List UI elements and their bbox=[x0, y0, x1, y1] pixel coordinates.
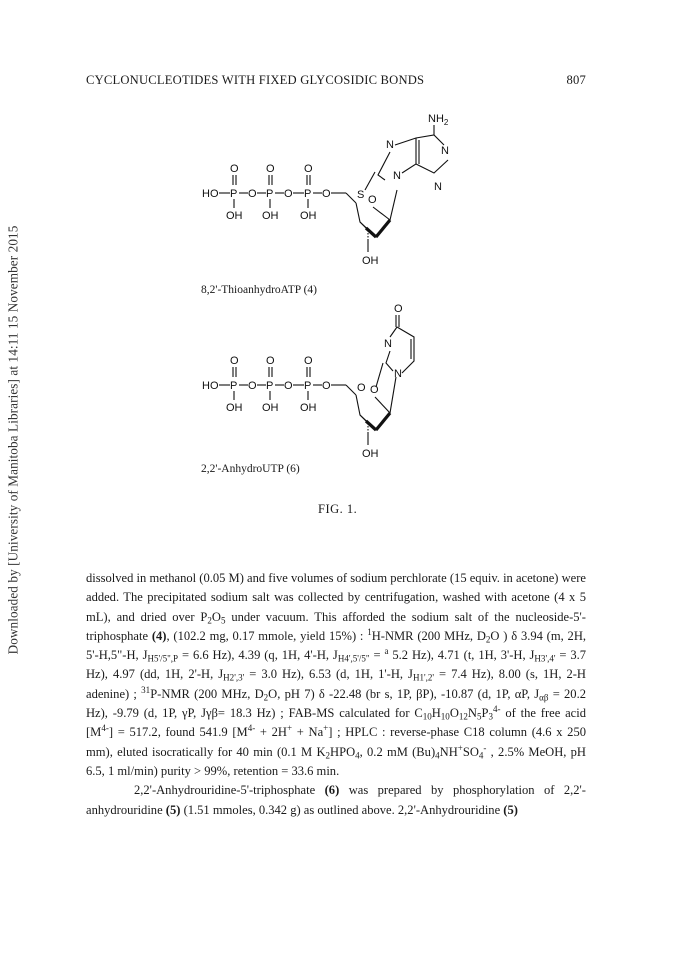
svg-text:S: S bbox=[357, 189, 365, 201]
svg-text:N: N bbox=[384, 338, 392, 350]
svg-text:N: N bbox=[393, 170, 401, 182]
adenine-base bbox=[365, 113, 449, 193]
svg-text:OH: OH bbox=[362, 448, 379, 460]
structure-anhydroutp bbox=[190, 295, 490, 470]
ribose-ring bbox=[356, 189, 397, 267]
svg-text:O: O bbox=[304, 163, 313, 175]
running-header bbox=[86, 73, 586, 88]
svg-text:OH: OH bbox=[226, 210, 243, 222]
svg-text:P: P bbox=[304, 188, 312, 200]
svg-text:P: P bbox=[266, 380, 274, 392]
svg-text:OH: OH bbox=[300, 402, 317, 414]
download-watermark-text: Downloaded by [University of Manitoba Libraries] at 14:11 15 November 2015 bbox=[5, 225, 21, 655]
svg-text:P: P bbox=[266, 188, 274, 200]
svg-text:P: P bbox=[230, 188, 238, 200]
ribose-ring-2 bbox=[356, 377, 396, 460]
svg-text:OH: OH bbox=[226, 402, 243, 414]
svg-text:O: O bbox=[230, 163, 239, 175]
svg-text:HO: HO bbox=[202, 380, 219, 392]
svg-text:N: N bbox=[441, 145, 449, 157]
svg-text:OH: OH bbox=[300, 210, 317, 222]
svg-text:N: N bbox=[434, 181, 442, 193]
svg-text:P: P bbox=[304, 380, 312, 392]
svg-text:OH: OH bbox=[262, 210, 279, 222]
uracil-base bbox=[376, 303, 414, 387]
svg-text:N: N bbox=[386, 139, 394, 151]
body-text bbox=[86, 569, 586, 820]
svg-text:O: O bbox=[248, 380, 257, 392]
structure-thioanhydroatp bbox=[190, 100, 490, 275]
triphosphate-chain-2 bbox=[202, 355, 356, 414]
caption-structure-2: 2,2'-AnhydroUTP (6) bbox=[201, 463, 300, 475]
svg-text:O: O bbox=[304, 355, 313, 367]
svg-text:O: O bbox=[266, 355, 275, 367]
caption-structure-1: 8,2'-ThioanhydroATP (4) bbox=[201, 284, 317, 296]
svg-text:N: N bbox=[394, 368, 402, 380]
triphosphate-chain bbox=[202, 163, 356, 222]
svg-text:O: O bbox=[322, 188, 331, 200]
figure-label: FIG. 1. bbox=[318, 502, 358, 516]
svg-text:O: O bbox=[230, 355, 239, 367]
amine-label: $NH_2$ bbox=[428, 113, 449, 127]
svg-text:O: O bbox=[357, 382, 366, 394]
running-title: CYCLONUCLEOTIDES WITH FIXED GLYCOSIDIC BONDS bbox=[86, 73, 425, 87]
svg-text:OH: OH bbox=[262, 402, 279, 414]
svg-text:O: O bbox=[368, 194, 377, 206]
body-paragraph-1: dissolved in methanol (0.05 M) and five volumes of sodium perchlorate (15 equiv. in acetone) were added. The precipitated sodium salt was collected by centrifugation, washed with acetone (4 x 5 mL), and dried over $P_2O_5$ under vacuum. This afforded the sodium salt of the nucleoside-5'-triphosphate (4), (102.2 mg, 0.17 mmole, yield 15%) : $^1$H-NMR (200 MHz, $D_2O$ ) δ 3.94 (m, 2H, 5'-H,5"-H, $J_{H5'/5",P} = 6.6$ Hz), 4.39 (q, 1H, 4'-H, $J_{H4',5'/5"} = ^a$ 5.2 Hz), 4.71 (t, 1H, 3'-H, $J_{H3',4'} = 3.7$ Hz), 4.97 (dd, 1H, 2'-H, $J_{H2',3'} = 3.0$ Hz), 6.53 (d, 1H, 1'-H, $J_{H1',2'} = 7.4$ Hz), 8.00 (s, 1H, 2-H adenine) ; $^{31}$P-NMR (200 MHz, $D_2O$, pH 7) δ -22.48 (br s, 1P, βP), -10.87 (d, 1P, αP, $J_{\alpha\beta} = 20.2$ Hz), -9.79 (d, 1P, γP, Jγβ= 18.3 Hz) ; FAB-MS calculated for $C_{10}H_{10}O_{12}N_5P_3^{4-}$ of the free acid $[M^{4-}] = 517.2$, found 541.9 $[M^{4-} + 2H^+ + Na^+]$ ; HPLC : reverse-phase C18 column (4.6 x 250 mm), eluted isocratically for 40 min (0.1 M $K_2HPO_4$, 0.2 mM $(Bu)_4NH^+SO_4^-$ , 2.5% MeOH, pH 6.5, 1 ml/min) purity > 99%, retention = 33.6 min. bbox=[86, 571, 587, 778]
svg-text:O: O bbox=[322, 380, 331, 392]
download-watermark bbox=[2, 170, 24, 710]
svg-text:O: O bbox=[248, 188, 257, 200]
svg-text:P: P bbox=[230, 380, 238, 392]
svg-text:OH: OH bbox=[362, 255, 379, 267]
svg-text:HO: HO bbox=[202, 188, 219, 200]
page-number: 807 bbox=[566, 73, 586, 87]
svg-text:O: O bbox=[266, 163, 275, 175]
svg-text:O: O bbox=[284, 380, 293, 392]
svg-text:O: O bbox=[370, 384, 379, 396]
svg-text:O: O bbox=[284, 188, 293, 200]
svg-text:O: O bbox=[394, 303, 403, 315]
body-paragraph-2: 2,2'-Anhydrouridine-5'-triphosphate (6) was prepared by phosphorylation of 2,2'-anhydrouridine (5) (1.51 mmoles, 0.342 g) as outlined above. 2,2'-Anhydrouridine (5) bbox=[86, 783, 586, 817]
